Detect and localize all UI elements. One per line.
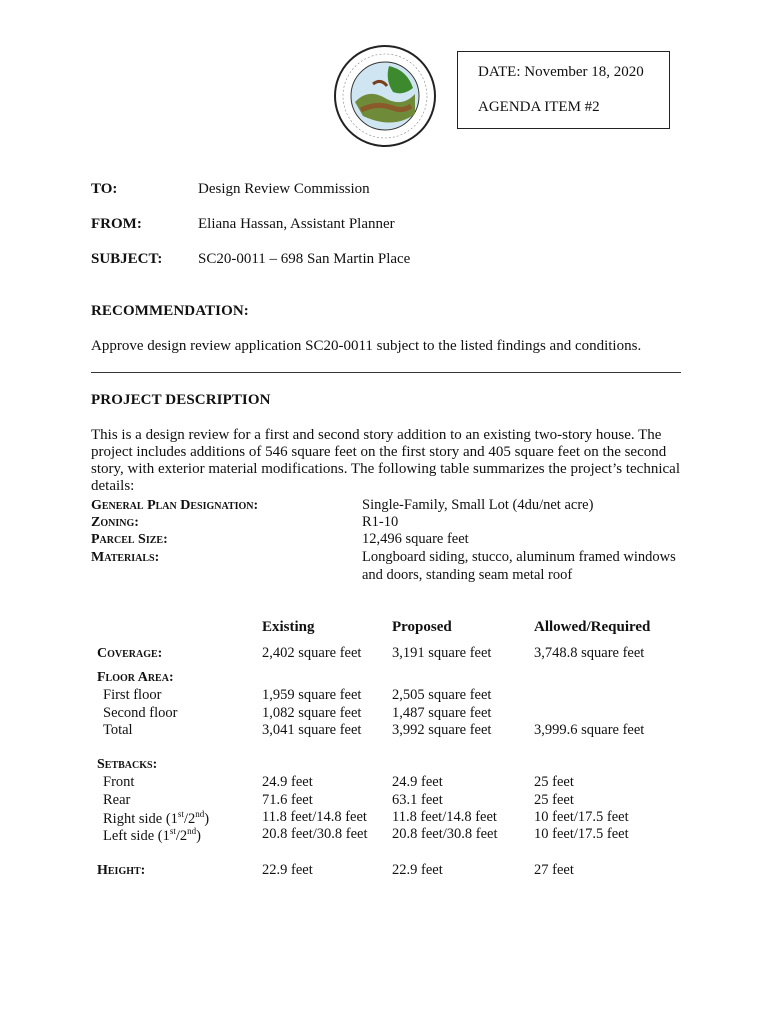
agenda-item: AGENDA ITEM #2 <box>478 99 600 115</box>
city-seal-icon <box>333 44 437 148</box>
height-proposed: 22.9 feet <box>392 862 443 878</box>
right-side-setback-proposed: 11.8 feet/14.8 feet <box>392 809 497 825</box>
project-description-text: This is a design review for a first and second story addition to an existing two-story house. The project includes additions of 546 square feet on the first story and 405 square feet on the second story, with exterior material modifications. The following table summarizes the project’s technical details: <box>91 427 680 494</box>
materials-label: Materials: <box>91 550 160 565</box>
rear-setback-proposed: 63.1 feet <box>392 792 443 808</box>
rear-setback-allowed: 25 feet <box>534 792 574 808</box>
rear-setback-existing: 71.6 feet <box>262 792 313 808</box>
front-setback-proposed: 24.9 feet <box>392 774 443 790</box>
agenda-info-box <box>457 51 670 129</box>
project-description-heading: PROJECT DESCRIPTION <box>91 392 271 408</box>
col-header-existing: Existing <box>262 619 315 635</box>
total-floor-proposed: 3,992 square feet <box>392 722 492 738</box>
materials-value: Longboard siding, stucco, aluminum framed windows and doors, standing seam metal roof <box>362 549 676 583</box>
subject-value: SC20-0011 – 698 San Martin Place <box>198 251 411 267</box>
floor-area-label: Floor Area: <box>97 670 174 685</box>
front-setback-label: Front <box>103 774 135 790</box>
second-floor-label: Second floor <box>103 705 178 721</box>
height-allowed: 27 feet <box>534 862 574 878</box>
recommendation-heading: RECOMMENDATION: <box>91 303 249 319</box>
height-label: Height: <box>97 863 146 878</box>
from-label: FROM: <box>91 216 142 232</box>
total-floor-allowed: 3,999.6 square feet <box>534 722 645 738</box>
first-floor-proposed: 2,505 square feet <box>392 687 492 703</box>
first-floor-label: First floor <box>103 687 162 703</box>
setbacks-label: Setbacks: <box>97 757 158 772</box>
front-setback-existing: 24.9 feet <box>262 774 313 790</box>
total-floor-label: Total <box>103 722 133 738</box>
zoning-value: R1-10 <box>362 514 399 530</box>
total-floor-existing: 3,041 square feet <box>262 722 362 738</box>
rear-setback-label: Rear <box>103 792 131 808</box>
left-side-setback-existing: 20.8 feet/30.8 feet <box>262 826 368 842</box>
to-value: Design Review Commission <box>198 181 370 197</box>
coverage-existing: 2,402 square feet <box>262 645 362 661</box>
parcel-size-label: Parcel Size: <box>91 532 168 547</box>
from-value: Eliana Hassan, Assistant Planner <box>198 216 395 232</box>
section-divider <box>91 372 681 373</box>
front-setback-allowed: 25 feet <box>534 774 574 790</box>
zoning-label: Zoning: <box>91 515 139 530</box>
parcel-size-value: 12,496 square feet <box>362 531 469 547</box>
right-side-setback-allowed: 10 feet/17.5 feet <box>534 809 629 825</box>
general-plan-value: Single-Family, Small Lot (4du/net acre) <box>362 497 594 513</box>
col-header-proposed: Proposed <box>392 619 452 635</box>
left-side-setback-label: Left side (1st/2nd) <box>103 826 201 844</box>
coverage-allowed: 3,748.8 square feet <box>534 645 645 661</box>
right-side-setback-existing: 11.8 feet/14.8 feet <box>262 809 367 825</box>
second-floor-existing: 1,082 square feet <box>262 705 362 721</box>
height-existing: 22.9 feet <box>262 862 313 878</box>
recommendation-text: Approve design review application SC20-0011 subject to the listed findings and conditions. <box>91 338 642 354</box>
right-side-setback-label: Right side (1st/2nd) <box>103 809 210 827</box>
subject-label: SUBJECT: <box>91 251 163 267</box>
coverage-proposed: 3,191 square feet <box>392 645 492 661</box>
first-floor-existing: 1,959 square feet <box>262 687 362 703</box>
col-header-allowed: Allowed/Required <box>534 619 651 635</box>
left-side-setback-proposed: 20.8 feet/30.8 feet <box>392 826 498 842</box>
to-label: TO: <box>91 181 118 197</box>
left-side-setback-allowed: 10 feet/17.5 feet <box>534 826 629 842</box>
coverage-label: Coverage: <box>97 646 163 661</box>
second-floor-proposed: 1,487 square feet <box>392 705 492 721</box>
general-plan-label: General Plan Designation: <box>91 498 259 513</box>
meeting-date: DATE: November 18, 2020 <box>478 64 644 80</box>
